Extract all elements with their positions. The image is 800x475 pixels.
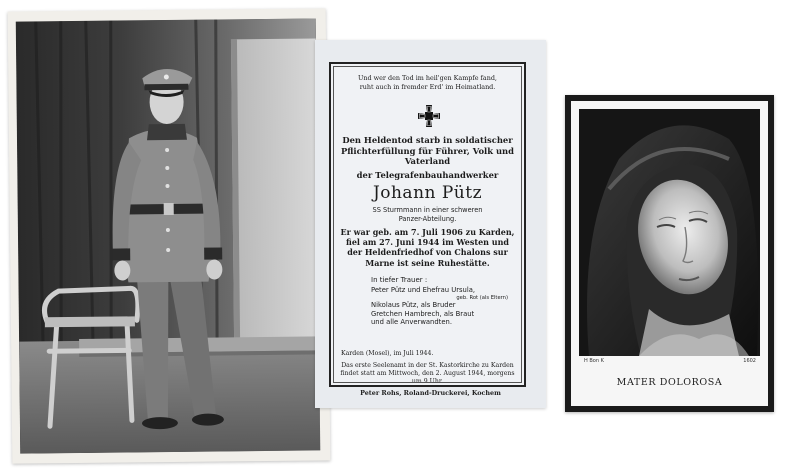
death-card [315, 40, 546, 408]
deceased-name: Johann Pütz [372, 183, 483, 203]
image-credit-right: 1602 [743, 358, 756, 364]
place-date-text: Karden (Mosel), im Juli 1944. [341, 350, 434, 357]
mater-dolorosa-title: MATER DOLOROSA [616, 377, 723, 388]
profession-text: der Telegrafenbauhandwerker [356, 170, 499, 180]
mourner-name: und alle Anverwandten. [371, 318, 452, 327]
mourners-list [371, 286, 508, 327]
soldier-portrait-illustration [16, 18, 321, 453]
mater-dolorosa-card [565, 95, 774, 412]
photo-image [16, 18, 321, 453]
seelenamt-text: Das erste Seelenamt in der St. Kastorkirche zu Karden findet statt am Mittwoch, den 2. August 1944, morgens um 9 Uhr. [340, 362, 515, 385]
mourner-name: Nikolaus Pütz, als Bruder [371, 300, 456, 309]
madonna-image [579, 109, 760, 356]
mourner-name: Peter Pütz und Ehefrau Ursula, [371, 286, 476, 294]
rank-text [331, 206, 524, 223]
mourner-row [371, 301, 508, 310]
mourner-row [371, 318, 508, 327]
rank-line-1: SS Sturmmann in einer schweren [372, 206, 483, 214]
mourner-row-note: geb. Rot (als Eltern) [456, 294, 508, 301]
memorial-poem [331, 74, 524, 92]
madonna-illustration [579, 109, 760, 356]
mourner-name: Gretchen Hambrech, als Braut [371, 309, 475, 318]
poem-line-2: ruht auch in fremder Erd' im Heimatland. [359, 83, 496, 91]
image-credit-left: H Bon K [584, 358, 604, 364]
death-card-frame [329, 62, 526, 387]
poem-line-1: Und wer den Tod im heil'gen Kampfe fand, [358, 74, 497, 82]
mourner-row [371, 286, 508, 295]
soldier-portrait-photo [8, 8, 331, 463]
mourning-title: In tiefer Trauer : [371, 276, 428, 284]
printer-imprint: Peter Rohs, Roland-Druckerei, Kochem [360, 389, 501, 397]
rank-line-2: Panzer-Abteilung. [398, 214, 457, 223]
iron-cross-icon [417, 104, 441, 128]
heldentod-text: Den Heldentod starb in soldatischer Pflichterfüllung für Führer, Volk und Vaterland [341, 135, 514, 166]
mater-card-inner [571, 101, 768, 406]
biography-text: Er war geb. am 7. Juli 1906 zu Karden, fiel am 27. Juni 1944 im Westen und der Heldenfriedhof von Chalons sur Marne ist seine Ruhestätte. [340, 227, 515, 268]
mourner-row [371, 310, 508, 319]
